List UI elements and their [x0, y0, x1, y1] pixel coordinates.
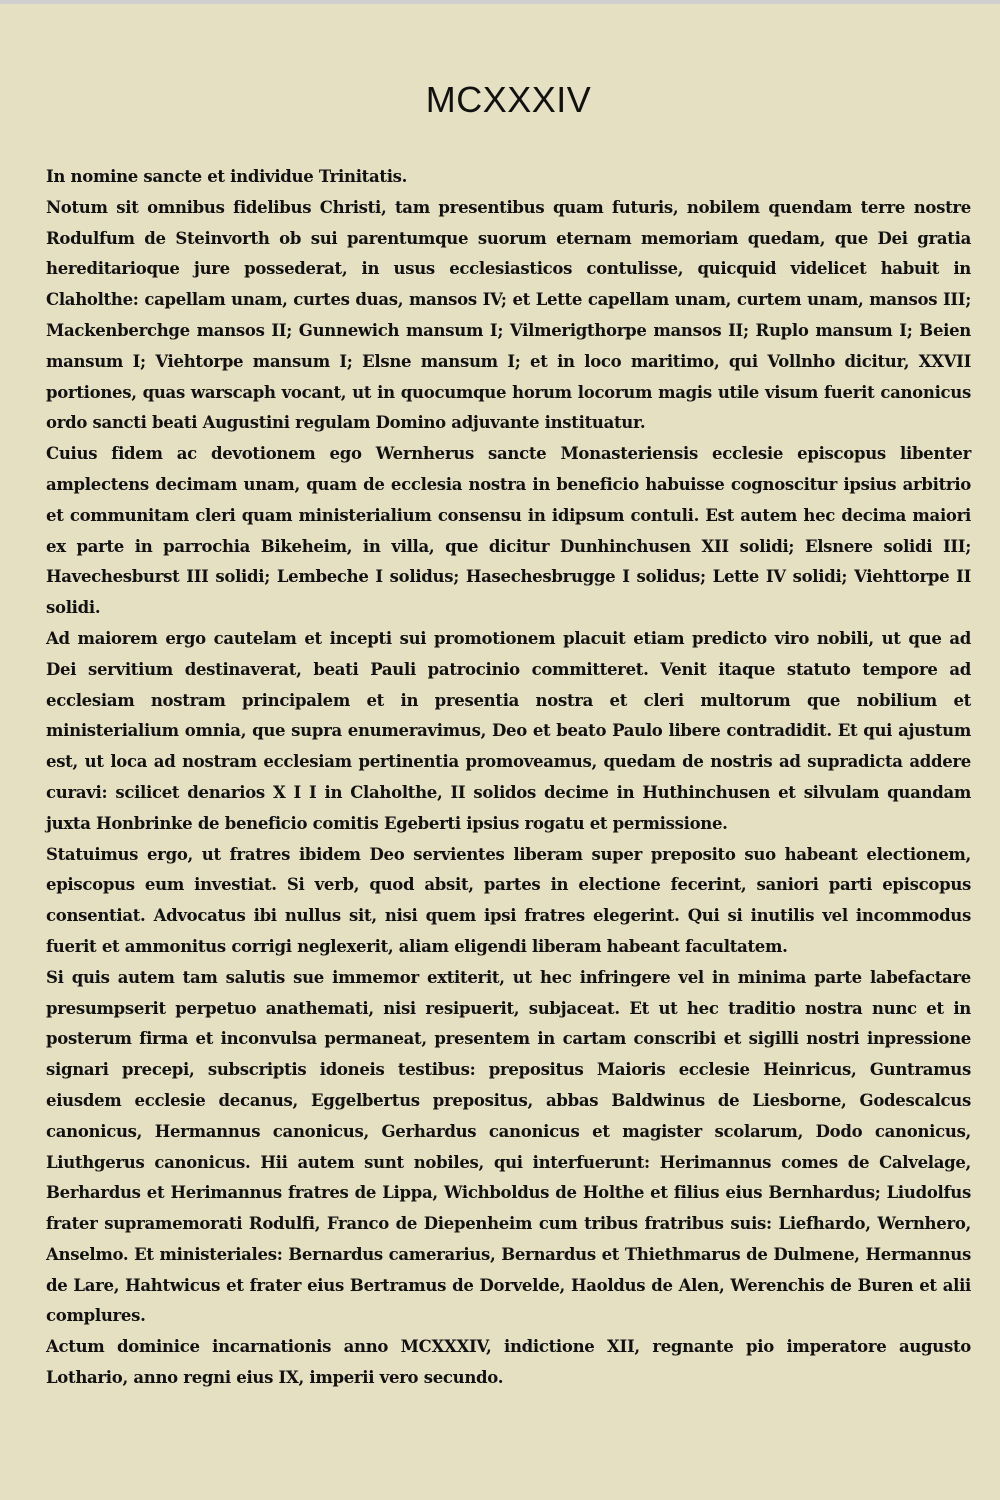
document-title: MCXXXIV — [425, 79, 592, 120]
donation-paragraph: Notum sit omnibus fidelibus Christi, tam presentibus quam futuris, nobilem quendam terre nostre Rodulfum de Steinvorth ob sui parentumque suorum eternam memoriam quedam, que Dei gratia hereditarioque jure possederat, in usus ecclesiasticos contulisse, quicquid videlicet habuit in Claholthe: capellam unam, curtes duas, mansos IV; et Lette capellam unam, curtem unam, mansos III; Mackenberchge mansos II; Gunnewich mansum I; Vilmerigthorpe mansos II; Ruplo mansum I; Beien mansum I; Viehtorpe mansum I; Elsne mansum I; et in loco maritimo, qui Vollnho dicitur, XXVII portiones, quas warscaph vocant, ut in quocumque horum locorum magis utile visum fuerit canonicus ordo sancti beati Augustini regulam Domino adjuvante instituatur. — [46, 197, 971, 433]
dating-paragraph: Actum dominice incarnationis anno MCXXXIV, indictione XII, regnante pio imperatore augusto Lothario, anno regni eius IX, imperii vero secundo. — [46, 1337, 971, 1388]
tithe-paragraph: Cuius fidem ac devotionem ego Wernherus sancte Monasteriensis ecclesie episcopus libenter amplectens decimam unam, quam de ecclesia nostra in beneficio habuisse cognoscitur ipsius arbitrio et communitam cleri quam ministerialium consensu in idipsum contuli. Est autem hec decima maiori ex parte in parrochia Bikeheim, in villa, que dicitur Dunhinchusen XII solidi; Elsnere solidi III; Havechesburst III solidi; Lembeche I solidus; Hasechesbrugge I solidus; Lette IV solidi; Viehttorpe II solidi. — [46, 444, 971, 618]
top-border — [0, 0, 1000, 4]
election-paragraph: Statuimus ergo, ut fratres ibidem Deo servientes liberam super preposito suo habeant electionem, episcopus eum investiat. Si verb, quod absit, partes in electione fecerint, saniori parti episcopus consentiat. Advocatus ibi nullus sit, nisi quem ipsi fratres elegerint. Qui si inutilis vel incommodus fuerit et ammonitus corrigi neglexerit, aliam eligendi liberam habeant facultatem. — [46, 844, 971, 956]
patronage-paragraph: Ad maiorem ergo cautelam et incepti sui promotionem placuit etiam predicto viro nobili, ut que ad Dei servitium destinaverat, beati Pauli patrocinio committeret. Venit itaque statuto tempore ad ecclesiam nostram principalem et in presentia nostra et cleri multorum que nobilium et ministerialium omnia, que supra enumeravimus, Deo et beato Paulo libere contradidit. Et qui ajustum est, ut loca ad nostram ecclesiam pertinentia promoveamus, quedam de nostris ad supradicta addere curavi: scilicet denarios X I I in Claholthe, II solidos decime in Huthinchusen et silvulam quandam juxta Honbrinke de beneficio comitis Egeberti ipsius rogatu et permissione. — [46, 628, 971, 833]
witnesses-paragraph: Si quis autem tam salutis sue immemor extiterit, ut hec infringere vel in minima parte labefactare presumpserit perpetuo anathemati, nisi resipuerit, subjaceat. Et ut hec traditio nostra nunc et in posterum firma et inconvulsa permaneat, presentem in cartam conscribi et sigilli nostri inpressione signari precepi, subscriptis idoneis testibus: prepositus Maioris ecclesie Heinricus, Guntramus eiusdem ecclesie decanus, Eggelbertus prepositus, abbas Baldwinus de Liesborne, Godescalcus canonicus, Hermannus canonicus, Gerhardus canonicus et magister scolarum, Dodo canonicus, Liuthgerus canonicus. Hii autem sunt nobiles, qui interfuerunt: Herimannus comes de Calvelage, Berhardus et Herimannus fratres de Lippa, Wichboldus de Holthe et filius eius Bernhardus; Liudolfus frater supramemorati Rodulfi, Franco de Diepenheim cum tribus fratribus suis: Liefhardo, Wernhero, Anselmo. Et ministeriales: Bernardus camerarius, Bernardus et Thiethmarus de Dulmene, Hermannus de Lare, Hahtwicus et frater eius Bertramus de Dorvelde, Haoldus de Alen, Werenchis de Buren et alii complures. — [46, 967, 971, 1326]
invocation-paragraph: In nomine sancte et individue Trinitatis. — [46, 167, 408, 186]
document-page — [46, 78, 971, 1394]
